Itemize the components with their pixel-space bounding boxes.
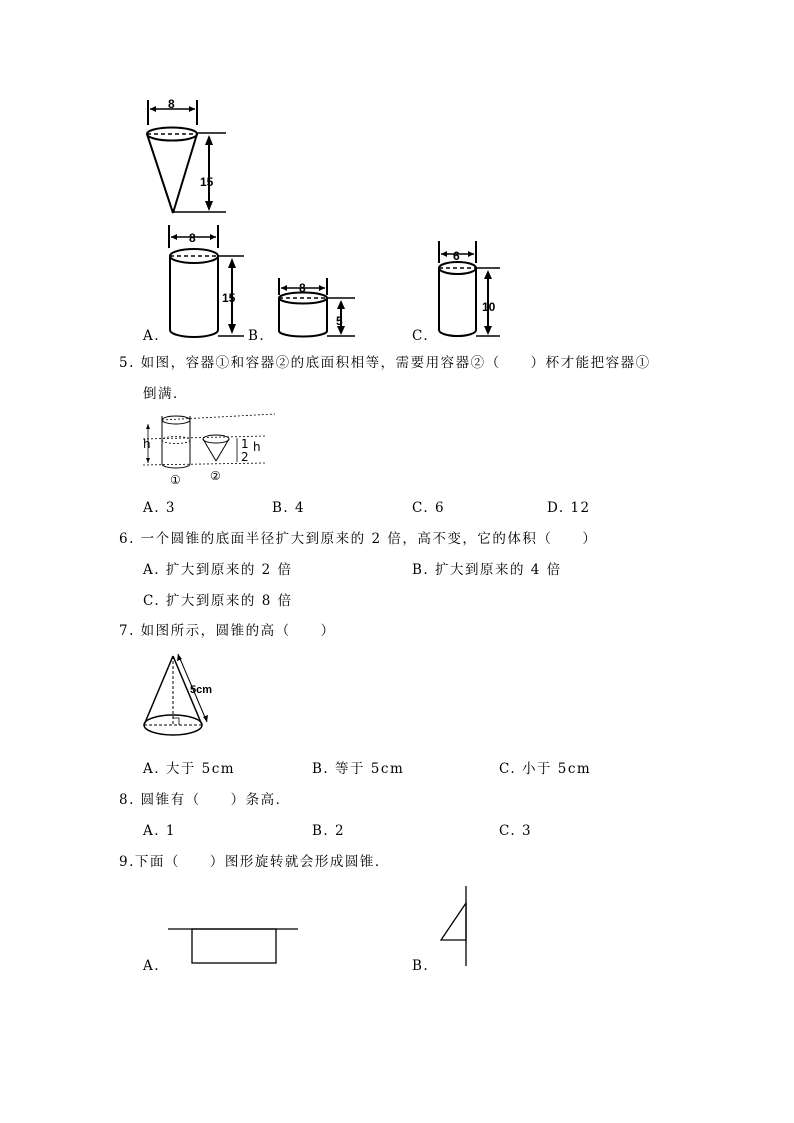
q4-a-height: 15	[222, 291, 236, 305]
q7-text: 7. 如图所示，圆锥的高（ ）	[119, 623, 336, 639]
q4-b-height: 5	[336, 314, 343, 328]
q7-option-c[interactable]: C. 小于 5cm	[499, 761, 592, 777]
q8-option-c[interactable]: C. 3	[499, 823, 533, 839]
q4-option-a-cylinder	[160, 220, 250, 340]
q5-frac-bottom: 2	[241, 450, 249, 464]
q5-option-a[interactable]: A. 3	[143, 500, 176, 516]
q4-cone-figure	[140, 95, 240, 220]
q4-option-b-letter: B.	[248, 328, 266, 344]
q5-label-2: ②	[210, 469, 221, 483]
q4-c-height: 10	[482, 300, 496, 314]
q6-option-a[interactable]: A. 扩大到原来的 2 倍	[143, 562, 293, 578]
q5-option-d[interactable]: D. 12	[547, 500, 591, 516]
q6-text: 6. 一个圆锥的底面半径扩大到原来的 2 倍，高不变，它的体积（ ）	[119, 531, 598, 547]
q7-option-b[interactable]: B. 等于 5cm	[312, 761, 405, 777]
q4-option-c-letter: C.	[412, 328, 430, 344]
q7-option-a[interactable]: A. 大于 5cm	[143, 761, 236, 777]
q5-label-1: ①	[170, 473, 181, 487]
q6-option-b[interactable]: B. 扩大到原来的 4 倍	[412, 562, 562, 578]
q5-figure	[140, 408, 280, 488]
q5-option-b[interactable]: B. 4	[272, 500, 306, 516]
q5-h-right: h	[253, 440, 261, 454]
q6-option-c[interactable]: C. 扩大到原来的 8 倍	[143, 593, 293, 609]
q4-a-diameter: 8	[189, 231, 196, 245]
q9-option-b-figure[interactable]	[435, 884, 475, 969]
q5-option-c[interactable]: C. 6	[412, 500, 446, 516]
q8-option-b[interactable]: B. 2	[312, 823, 346, 839]
q4-option-c-cylinder	[430, 238, 510, 342]
q5-h-left: h	[143, 437, 151, 451]
q4-cone-diameter: 8	[168, 97, 175, 111]
q5-frac-top: 1	[241, 437, 249, 451]
q9-option-a-figure[interactable]	[165, 925, 305, 970]
q4-option-a-letter: A.	[143, 328, 161, 344]
q8-option-a[interactable]: A. 1	[143, 823, 176, 839]
q7-cone-figure	[140, 650, 240, 745]
q4-c-diameter: 6	[453, 249, 460, 263]
q7-slant-label: 5cm	[190, 684, 213, 696]
q5-text-line2: 倒满．	[143, 386, 188, 402]
q9-option-b-letter: B.	[412, 958, 430, 974]
q4-b-diameter: 8	[299, 281, 306, 295]
q4-cone-height: 15	[200, 175, 214, 189]
q8-text: 8. 圆锥有（ ）条高．	[119, 792, 291, 808]
q9-text: 9.下面（ ）图形旋转就会形成圆锥．	[119, 854, 390, 870]
q4-option-b-cylinder	[270, 275, 360, 340]
q9-option-a-letter: A.	[143, 958, 161, 974]
q5-text-line1: 5. 如图，容器①和容器②的底面积相等，需要用容器②（ ）杯才能把容器①	[119, 355, 651, 371]
